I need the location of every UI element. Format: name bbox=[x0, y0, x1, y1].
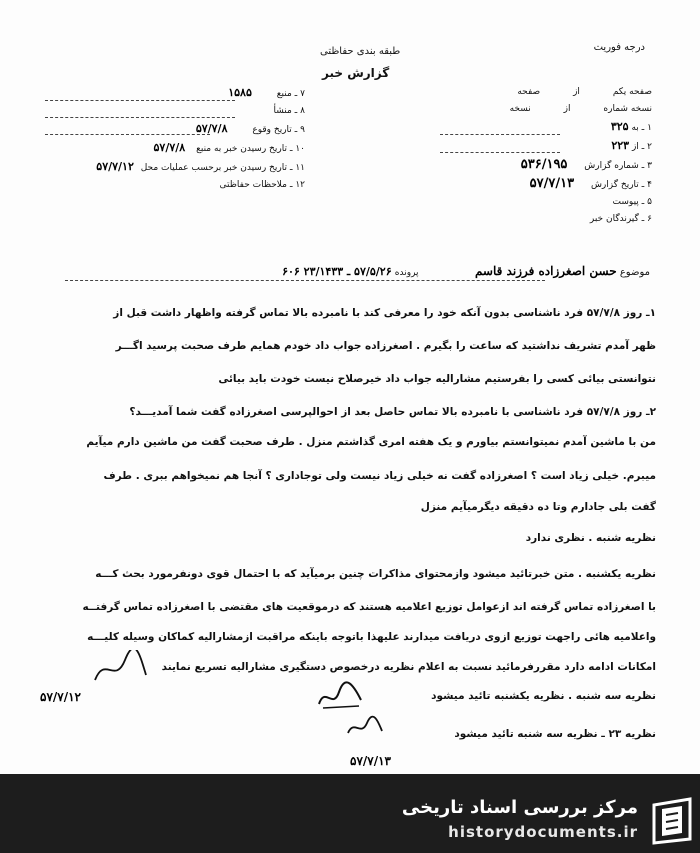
meta-dashed-line bbox=[440, 152, 560, 153]
meta-row bbox=[35, 158, 305, 177]
meta-dashed-line bbox=[45, 134, 210, 135]
body-line: امکانات ادامه دارد مقررفرمائید نسبت به اعلام نظریه درخصوص دستگیری مشارالیه تسریع نمایند bbox=[161, 661, 656, 673]
left-handwritten-date: ۵۷/۷/۱۲ bbox=[40, 690, 81, 704]
meta-value: شماره bbox=[603, 104, 628, 114]
body-line: میبرم. خیلی زیاد است ؟ اصغرزاده گفت نه خیلی زیاد نیست ولی توجاداری ؟ آنجا هم نمیخواهم ببری . طرف bbox=[103, 470, 656, 482]
body-line: ۲ـ روز ۵۷/۷/۸ فرد ناشناسی با نامبرده بالا تماس حاصل بعد از احوالپرسی اصغرزاده گفت شما آمدیـــد؟ bbox=[129, 406, 656, 418]
website-text: historydocuments.ir bbox=[448, 823, 638, 841]
body-line: نظریه ۲۳ ـ نظریه سه شنبه تائید میشود bbox=[454, 728, 656, 740]
meta-value: ۵۷/۷/۱۲ bbox=[96, 160, 134, 173]
classification-top: طبقه بندی حفاظتی bbox=[320, 46, 401, 57]
meta-value: ۳۲۵ bbox=[610, 120, 629, 133]
meta-label: ۲ ـ از bbox=[631, 142, 652, 152]
meta-right-block bbox=[432, 84, 652, 228]
meta-label: ۳ ـ شماره گزارش bbox=[584, 161, 652, 171]
meta-row bbox=[432, 156, 652, 175]
meta-mid: از bbox=[573, 87, 580, 97]
meta-dashed-line bbox=[45, 117, 235, 118]
meta-label: ۸ ـ منشأ bbox=[273, 106, 305, 116]
meta-row bbox=[432, 101, 652, 118]
meta-value: ۵۷/۷/۱۳ bbox=[529, 176, 575, 191]
meta-end: نسخه bbox=[509, 104, 531, 114]
meta-value: ۵۷/۷/۸ bbox=[195, 122, 228, 135]
body-line: گفت بلی جادارم وتا ده دقیقه دیگرمیآیم منزل bbox=[420, 501, 656, 513]
org-name: مرکز بررسی اسناد تاریخی bbox=[401, 797, 638, 818]
meta-dashed-line bbox=[45, 100, 235, 101]
meta-label: نسخه bbox=[630, 104, 652, 114]
meta-label: ۷ ـ منبع bbox=[276, 89, 305, 99]
subject-code: ۵۷/۵/۲۶ ـ ۲۳/۱۴۳۳ ۶۰۶ bbox=[282, 265, 392, 278]
body-line: ۱ـ روز ۵۷/۷/۸ فرد ناشناسی بدون آنکه خود را معرفی کند با نامبرده بالا تماس گرفته واظهار داشت قبل از bbox=[113, 307, 656, 319]
signature-mark bbox=[90, 650, 150, 690]
bottom-handwritten-date: ۵۷/۷/۱۳ bbox=[350, 754, 391, 768]
body-line: نظریه یکشنبه . متن خبرتائید میشود وازمحتوای مذاکرات چنین برمیآید که با احتمال قوی دونفرمورد بحث کـــه bbox=[95, 568, 656, 580]
meta-label: ۱۰ ـ تاریخ رسیدن خبر به منبع bbox=[196, 144, 305, 154]
meta-row bbox=[432, 211, 652, 228]
report-title: گزارش خبر bbox=[322, 66, 390, 80]
meta-label: ۶ ـ گیرندگان خبر bbox=[589, 214, 652, 224]
body-line: ظهر آمدم تشریف نداشتید که ساعت را بگیرم . اصغرزاده جواب داد خودم همایم طرف صحبت پرسید اگـــر bbox=[115, 340, 656, 352]
meta-value: یکم bbox=[612, 87, 627, 97]
meta-row bbox=[432, 137, 652, 156]
meta-label: ۱۱ ـ تاریخ رسیدن خبر برحسب عملیات محل bbox=[140, 163, 305, 173]
meta-label: صفحه bbox=[629, 87, 652, 97]
subject-label: موضوع bbox=[619, 267, 650, 278]
signature-mark bbox=[345, 715, 385, 741]
body-line: نظریه سه شنبه . نظریه یکشنبه تائید میشود bbox=[431, 690, 656, 702]
subject-line bbox=[50, 264, 650, 278]
body-line: نتوانستی بیائی کسی را بفرستیم مشارالیه جواب داد خیرصلاح نیست خودت باید بیائی bbox=[218, 373, 656, 385]
meta-row bbox=[35, 139, 305, 158]
body-line: نظریه شنبه . نظری ندارد bbox=[525, 532, 656, 544]
meta-dashed-line bbox=[440, 134, 560, 135]
meta-value: ۲۲۳ bbox=[611, 139, 630, 152]
meta-row bbox=[432, 84, 652, 101]
meta-row bbox=[432, 194, 652, 211]
body-line: واعلامیه هائی راجهت توزیع ازوی دریافت میدارند علیهذا باتوجه باینکه مراقبت ازمشارالیه کماکان وسیله کلیـــه bbox=[87, 631, 656, 643]
meta-row bbox=[432, 175, 652, 194]
subject-dashed-line bbox=[65, 280, 545, 281]
body-line: با اصغرزاده تماس گرفته اند ازعوامل توزیع اعلامیه هستند که درموقعیت های مقتضی با اصغرزاده تماس گرفتــه bbox=[82, 601, 656, 613]
meta-row bbox=[35, 177, 305, 194]
meta-label: ۹ ـ تاریخ وقوع bbox=[252, 125, 305, 135]
subject-text: حسن اصغرزاده فرزند قاسم bbox=[474, 264, 617, 278]
meta-mid: از bbox=[563, 104, 571, 114]
meta-label: ۱۲ ـ ملاحظات حفاظتی bbox=[219, 180, 305, 190]
priority-label: درجه فوریت bbox=[593, 42, 645, 53]
signature-mark bbox=[315, 680, 365, 712]
body-line: من با ماشین آمدم نمیتوانستم بیاورم و یک هفته امری گذاشتم منزل . طرف صحبت گفت من ماشین دارم میآیم bbox=[86, 436, 656, 448]
meta-label: ۵ ـ پیوست bbox=[612, 197, 652, 207]
meta-end: صفحه bbox=[517, 87, 541, 97]
meta-value: ۵۷/۷/۸ bbox=[153, 141, 186, 154]
meta-label: ۴ ـ تاریخ گزارش bbox=[590, 180, 652, 190]
subject-suffix: پرونده bbox=[394, 268, 419, 278]
meta-value: ۱۵۸۵ bbox=[228, 86, 252, 99]
meta-value: ۵۳۶/۱۹۵ bbox=[520, 157, 568, 172]
archive-logo-icon bbox=[648, 795, 696, 847]
meta-row bbox=[35, 120, 305, 139]
meta-label: ۱ ـ به bbox=[631, 123, 652, 133]
